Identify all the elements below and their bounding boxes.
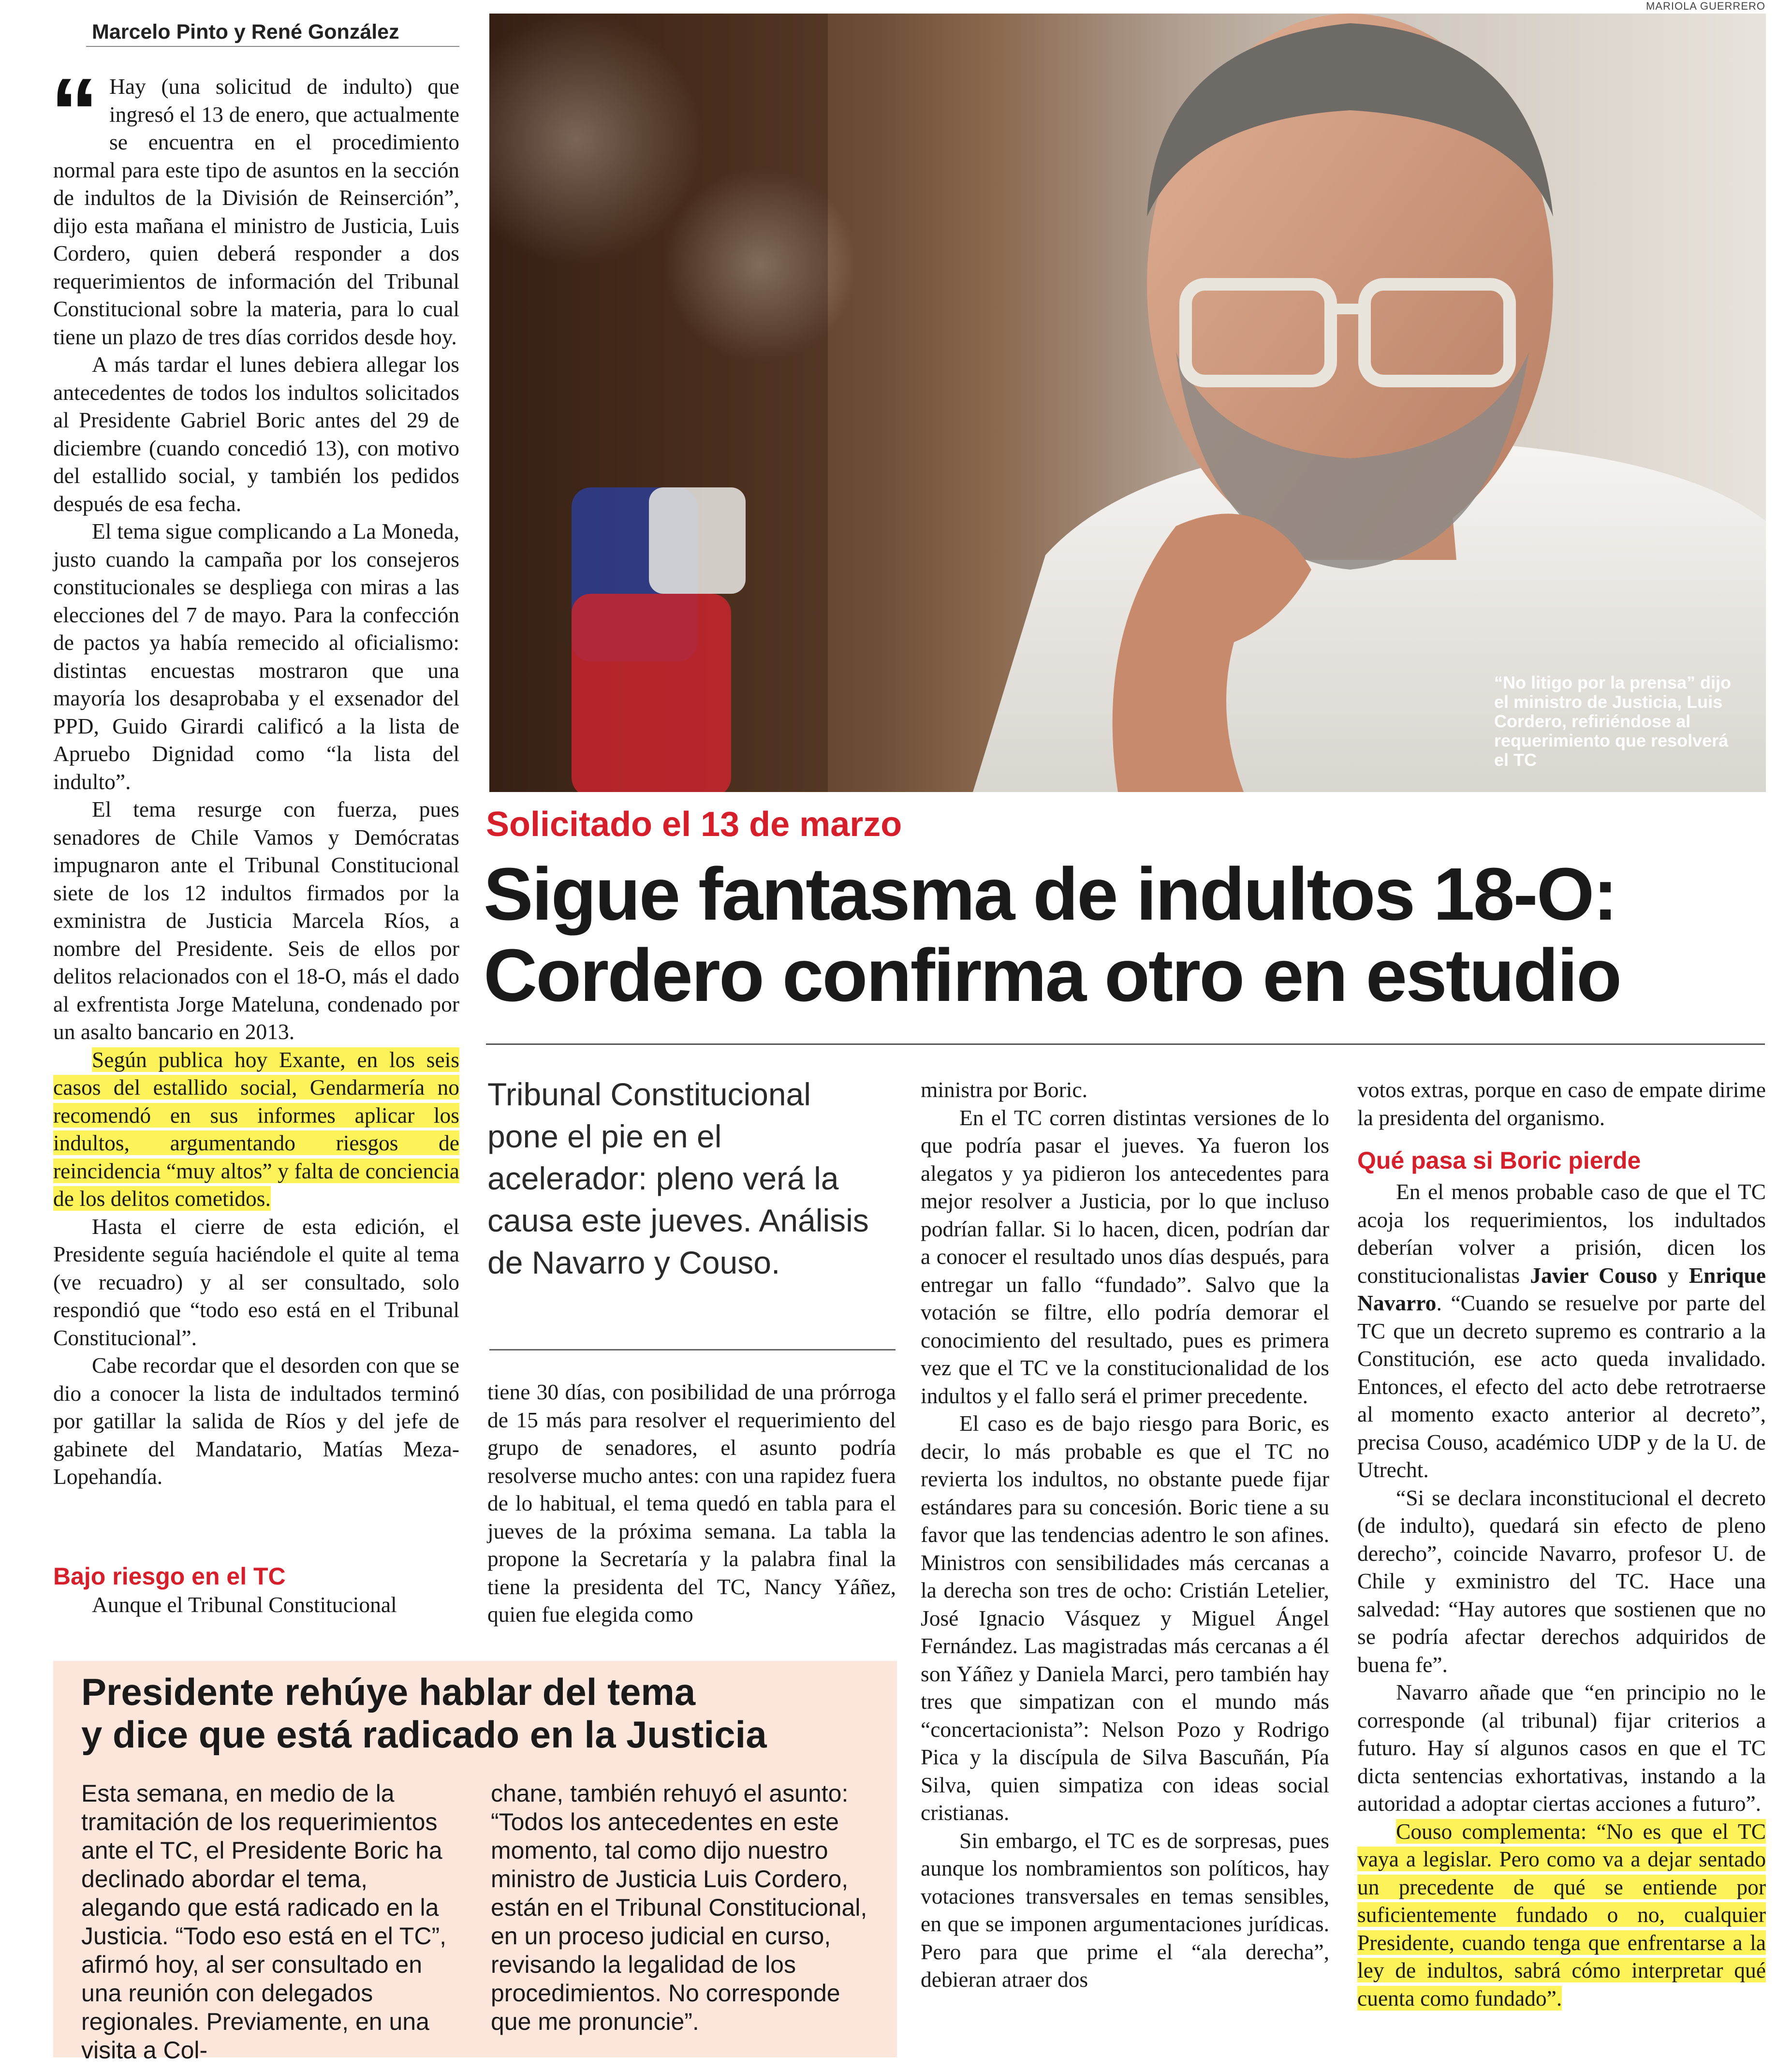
col1-paragraph-3: El tema sigue complicando a La Moneda, justo cuando la campaña por los consejeros constitucionales se despliega con miras a las elecciones del 7 de mayo. Para la confección de pactos ya había remecido al oficialismo: distintas encuestas mostraron que una mayoría los desaprobaba y el exsenador del PPD, Guido Girardi calificó a la lista de Apruebo Dignidad como “la lista del indulto”. bbox=[53, 519, 459, 794]
box-column-1: Esta semana, en medio de la tramitación de los requerimientos ante el TC, el Presidente Boric ha declinado abordar el tema, alegando que está radicado en la Justicia. “Todo eso está en el TC”, afirmó hoy, al ser consultado en una reunión con delegados regionales. Previamente, en una visita a Col- bbox=[81, 1780, 446, 2064]
col1-paragraph-1: “ Hay (una solicitud de indulto) que ingresó el 13 de enero, que actualmente se encuentra en el procedimiento normal para este tipo de asuntos en la sección de indultos de la División de Reinserción”, dijo esta mañana el ministro de Justicia, Luis Cordero, quien deberá responder a dos requerimientos de información del Tribunal Constitucional sobre la materia, para lo cual tiene un plazo de tres días corridos desde hoy. bbox=[50, 59, 459, 349]
col4-paragraph-1: votos extras, porque en caso de empate dirime la presidenta del organismo. bbox=[1357, 1077, 1766, 1130]
col1-paragraph-6: Hasta el cierre de esta edición, el Presidente seguía haciéndole el quite al tema (ve recuadro) y al ser consultado, solo respondió que “todo eso está en el Tribunal Constitucional”. bbox=[53, 1214, 459, 1350]
col4-paragraph-5-highlight bbox=[1357, 1818, 1766, 2012]
col3-paragraph-2: En el TC corren distintas versiones de lo que podría pasar el jueves. Ya fueron los alegatos y ya pidieron los antecedentes para mejor resolver a Justicia, por lo que incluso podrían fallar. Si lo hacen, dicen, podrían dar a conocer el resultado unos días después, para entregar un fallo “fundado”. Salvo que la votación se filtre, ello podría demorar el conocimiento del resultado, pues es primera vez que el TC ve la constitucionalidad de los indultos y el fallo será el primer precedente. bbox=[921, 1105, 1329, 1408]
headline bbox=[484, 853, 1779, 1016]
kicker: Solicitado el 13 de marzo bbox=[486, 805, 902, 844]
byline-rule bbox=[86, 46, 459, 47]
quote-mark: “ bbox=[50, 59, 99, 166]
col1-paragraph-8: Aunque el Tribunal Constitucional bbox=[92, 1592, 397, 1617]
box-column-2: chane, también rehuyó el asunto: “Todos los antecedentes en este momento, tal como dijo nuestro ministro de Justicia Luis Cordero, están en el Tribunal Constitucional, en un proceso judicial en curso, revisando la legalidad de los procedimientos. No corresponde que me pronuncie”. bbox=[491, 1780, 867, 2035]
name-couso: Javier Couso bbox=[1530, 1262, 1658, 1288]
highlight-text: Según publica hoy Exante, en los seis casos del estallido social, Gendarmería no recomendó en sus informes aplicar los indultos, argumentando riesgos de reincidencia “muy altos” y falta de conciencia de los delitos cometidos. bbox=[53, 1047, 459, 1211]
col1-paragraph-2: A más tardar el lunes debiera allegar los antecedentes de todos los indultos solicitados al Presidente Gabriel Boric antes del 29 de diciembre (cuando concedió 13), con motivo del estallido social, y también los pedidos después de esa fecha. bbox=[53, 352, 459, 516]
col4-paragraph-2: En el menos probable caso de que el TC acoja los requerimientos, los indultados deberían volver a prisión, dicen los constitucionalistas Javier Couso y Enrique Navarro. “Cuando se resuelve por parte del TC que un decreto supremo es contrario a la Constitución, ese acto queda invalidado. Entonces, el efecto del acto debe retrotraerse al momento exacto anterior al decreto”, precisa Couso, académico UDP y de la U. de Utrecht. bbox=[1357, 1179, 1766, 1482]
col3-paragraph-3: El caso es de bajo riesgo para Boric, es decir, lo más probable es que el TC no revierta los indultos, no obstante puede fijar estándares para su concesión. Boric tiene a su favor que las tendencias adentro le son afines. Ministros con sensibilidades más cercanas a la derecha son tres de ocho: Cristián Letelier, José Ignacio Vásquez y Miguel Ángel Fernández. Las magistradas más cercanas a él son Yáñez y Daniela Marci, pero también hay tres que simpatizan con el mundo más “concertacionista”: Nelson Pozo y Rodrigo Pica y la discípula de Silva Bascuñán, Pía Silva, quien simpatiza con ideas social cristianas. bbox=[921, 1411, 1329, 1825]
headline-line-1: Sigue fantasma de indultos 18-O: bbox=[484, 852, 1616, 936]
column-3 bbox=[921, 1076, 1329, 1994]
box-title: Presidente rehúye hablar del tema y dice que está radicado en la Justicia bbox=[81, 1671, 767, 1756]
photo-credit: MARIOLA GUERRERO bbox=[1645, 0, 1765, 12]
col4-paragraph-3: “Si se declara inconstitucional el decreto (de indulto), quedará sin efecto de pleno derecho”, coincide Navarro, profesor U. de Chile y exministro del TC. Hace una salvedad: “Hay autores que sostienen que no se podría afectar derechos adquiridos de buena fe”. bbox=[1357, 1485, 1766, 1677]
col1-paragraph-7: Cabe recordar que el desorden con que se dio a conocer la lista de indultados terminó por gatillar la salida de Ríos y del jefe de gabinete del Mandatario, Matías Meza-Lopehandía. bbox=[53, 1353, 459, 1489]
col1-paragraph-5-highlight bbox=[53, 1046, 459, 1213]
highlight-text: Couso complementa: “No es que el TC vaya a legislar. Pero como va a dejar sentado un precedente de qué se entiende por suficientemente fundado o no, cualquier Presidente, cuando tenga que enfrentarse a la ley de indultos, sabrá cómo interpretar qué cuenta como fundado”. bbox=[1357, 1819, 1766, 2010]
column-4 bbox=[1357, 1076, 1766, 2012]
col1-paragraph-4: El tema resurge con fuerza, pues senadores de Chile Vamos y Demócratas impugnaron ante el Tribunal Constitucional siete de los 12 indultos firmados por la exministra de Justicia Marcela Ríos, a nombre del Presidente. Seis de ellos por delitos relacionados con el 18-O, más el dado al exfrentista Jorge Mateluna, condenado por un asalto bancario en 2013. bbox=[53, 797, 459, 1044]
headline-line-2: Cordero confirma otro en estudio bbox=[484, 934, 1621, 1017]
col4-subhead: Qué pasa si Boric pierde bbox=[1357, 1147, 1641, 1174]
deck: Tribunal Constitucional pone el pie en el acelerador: pleno verá la causa este jueves. Análisis de Navarro y Couso. bbox=[487, 1076, 869, 1280]
col3-paragraph-4: Sin embargo, el TC es de sorpresas, pues aunque los nombramientos son políticos, hay votaciones transversales en temas sensibles, en que se imponen argumentaciones jurídicas. Pero para que prime el “ala derecha”, debieran atraer dos bbox=[921, 1828, 1329, 1992]
byline: Marcelo Pinto y René González bbox=[92, 20, 399, 44]
col2-paragraph-1: tiene 30 días, con posibilidad de una prórroga de 15 más para resolver el requerimiento del grupo de senadores, el asunto podría resolverse mucho antes: con una rapidez fuera de lo habitual, el tema quedó en tabla para el jueves de la próxima semana. La tabla la propone la Secretaría y la palabra final la tiene la presidenta del TC, Nancy Yáñez, quien fue elegida como bbox=[487, 1379, 896, 1627]
photo-caption: “No litigo por la prensa” dijo el ministro de Justicia, Luis Cordero, refiriéndose al requerimiento que resolverá el TC bbox=[1494, 673, 1732, 770]
name-navarro: Enrique Navarro bbox=[1357, 1262, 1766, 1315]
column-2 bbox=[487, 1378, 896, 1629]
headline-rule bbox=[486, 1043, 1765, 1045]
sidebar-box bbox=[53, 1661, 897, 2064]
col3-paragraph-1: ministra por Boric. bbox=[921, 1077, 1087, 1102]
deck-rule bbox=[489, 1349, 896, 1350]
column-1 bbox=[50, 59, 459, 1491]
col1-subhead: Bajo riesgo en el TC bbox=[53, 1563, 286, 1590]
col4-paragraph-4: Navarro añade que “en principio no le corresponde (al tribunal) fijar criterios a futuro. Hay sí algunos casos en que el TC dicta sentencias exhortativas, instando a la autoridad a adoptar ciertas acciones a futuro”. bbox=[1357, 1680, 1766, 1816]
